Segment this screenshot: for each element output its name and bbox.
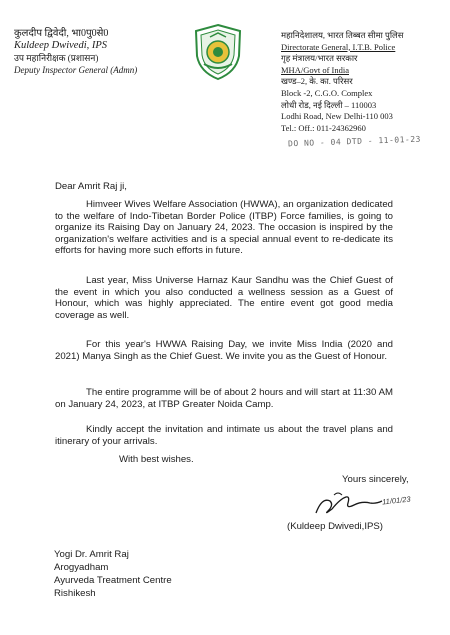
paragraph-2: Last year, Miss Universe Harnaz Kaur Sandhu was the Chief Guest of the event in which you also conducted a wellness session as a Guest of Honour, which was highly appreciated. The entire event got good media coverage as well.	[55, 275, 393, 321]
office-line4-hindi: लोधी रोड, नई दिल्ली – 110003	[281, 99, 377, 110]
office-line2: MHA/Govt of India	[281, 64, 349, 75]
paragraph-1: Himveer Wives Welfare Association (HWWA), an organization dedicated to the welfare of Indo-Tibetan Border Police (ITBP) Force families, is going to organize its Raising Day on January 24, 2023. The occasion is inspired by the organization's welfare activities and is a special annual event to re-dedicate its efforts for having more such efforts in future.	[55, 199, 393, 257]
salutation: Dear Amrit Raj ji,	[55, 181, 127, 192]
sender-block	[14, 28, 137, 76]
closing-line: Yours sincerely,	[342, 474, 409, 485]
sender-designation: Deputy Inspector General (Admn)	[14, 65, 138, 75]
sender-name-hindi: कुलदीप द्विवेदी, भा0पु0से0	[14, 28, 109, 39]
office-line1: Directorate General, I.T.B. Police	[281, 41, 396, 52]
addressee-line-1: Yogi Dr. Amrit Raj	[54, 549, 129, 560]
paragraph-4: The entire programme will be of about 2 hours and will start at 11:30 AM on January 24, 2023, at ITBP Greater Noida Camp.	[55, 387, 393, 410]
addressee-line-3: Ayurveda Treatment Centre	[54, 575, 172, 586]
paragraph-3: For this year's HWWA Raising Day, we invite Miss India (2020 and 2021) Manya Singh as the Chief Guest. We invite you as the Guest of Honour.	[55, 339, 393, 362]
office-tel: Tel.: Off.: 011-24362960	[281, 122, 366, 133]
sender-designation-hindi: उप महानिरीक्षक (प्रशासन)	[14, 53, 99, 63]
sender-name: Kuldeep Dwivedi, IPS	[14, 40, 108, 51]
reference-stamp: DO NO - 04 DTD - 11-01-23	[287, 134, 422, 149]
addressee-line-4: Rishikesh	[54, 588, 96, 599]
addressee-block	[54, 548, 172, 600]
office-line2-hindi: गृह मंत्रालय/भारत सरकार	[281, 53, 358, 64]
signatory-name: (Kuldeep Dwivedi,IPS)	[287, 521, 383, 532]
office-line3-hindi: खण्ड–2, के. का. परिसर	[281, 76, 353, 87]
office-line3: Block -2, C.G.O. Complex	[281, 87, 373, 98]
office-address-block	[281, 30, 404, 134]
office-line1-hindi: महानिदेशालय, भारत तिब्बत सीमा पुलिस	[281, 30, 404, 40]
best-wishes: With best wishes.	[119, 454, 194, 465]
paragraph-5: Kindly accept the invitation and intimate us about the travel plans and itinerary of your arrivals.	[55, 424, 393, 447]
office-line4: Lodhi Road, New Delhi-110 003	[281, 111, 393, 122]
addressee-line-2: Arogyadham	[54, 562, 109, 573]
signature-date: 11/01/23	[381, 494, 412, 507]
itbp-emblem-icon	[188, 22, 248, 82]
